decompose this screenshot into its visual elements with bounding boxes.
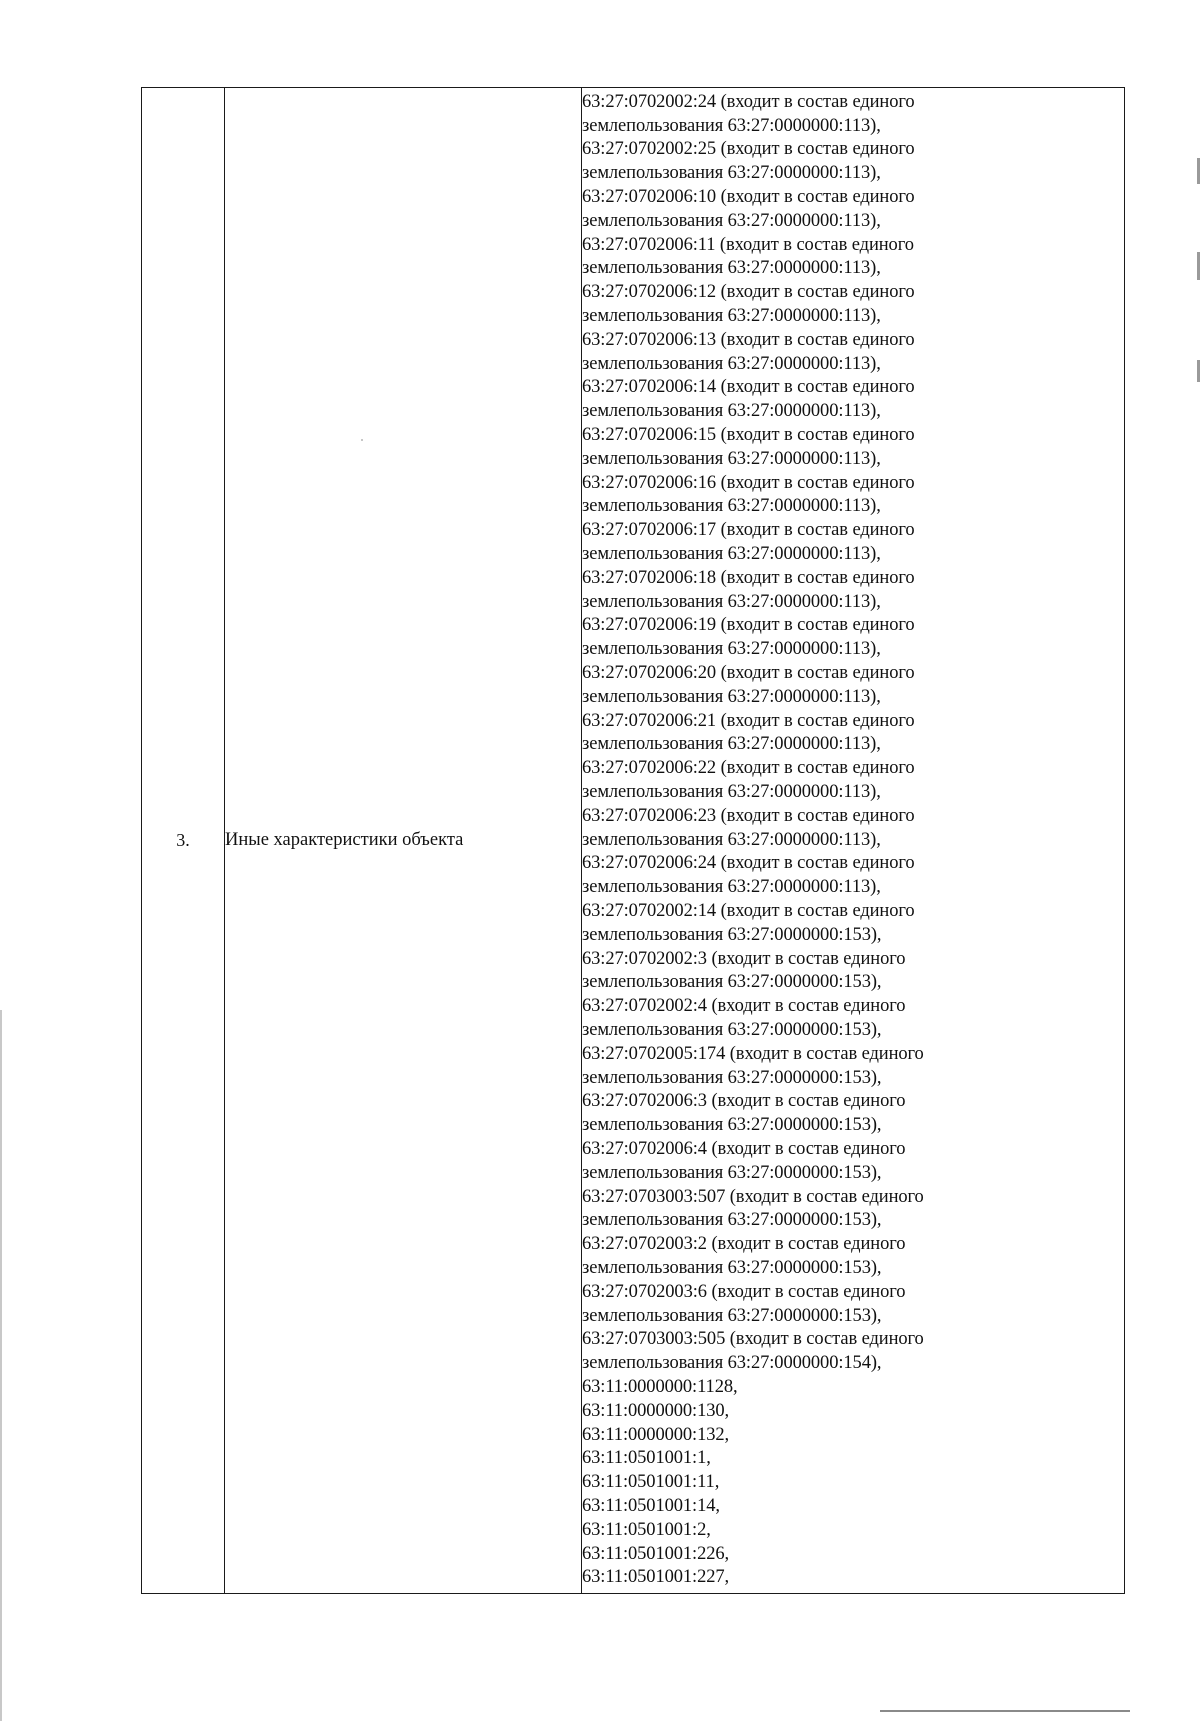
- list-item: землепользования 63:27:0000000:153),: [582, 1115, 882, 1136]
- list-item: землепользования 63:27:0000000:153),: [582, 972, 882, 993]
- list-item: 63:27:0702003:6 (входит в состав единого: [582, 1281, 906, 1302]
- list-item: 63:27:0702006:18 (входит в состав единого: [582, 567, 915, 588]
- list-item: землепользования 63:27:0000000:113),: [582, 115, 881, 136]
- list-item: землепользования 63:27:0000000:113),: [582, 210, 881, 231]
- list-item: 63:27:0702006:16 (входит в состав единого: [582, 472, 915, 493]
- list-item: 63:11:0000000:1128,: [582, 1376, 738, 1397]
- list-item: 63:27:0702006:3 (входит в состав единого: [582, 1091, 906, 1112]
- list-item: 63:11:0501001:14,: [582, 1495, 720, 1516]
- list-item: 63:27:0702006:21 (входит в состав единого: [582, 710, 915, 731]
- scan-edge-mark: [0, 1010, 2, 1721]
- list-item: землепользования 63:27:0000000:153),: [582, 1019, 882, 1040]
- list-item: землепользования 63:27:0000000:113),: [582, 591, 881, 612]
- scan-dust-dot: [361, 439, 363, 441]
- list-item: 63:11:0501001:227,: [582, 1567, 730, 1588]
- list-item: землепользования 63:27:0000000:113),: [582, 639, 881, 660]
- list-item: землепользования 63:27:0000000:113),: [582, 258, 881, 279]
- row-label: Иные характеристики объекта: [225, 830, 464, 850]
- list-item: землепользования 63:27:0000000:153),: [582, 1305, 882, 1326]
- list-item: 63:27:0702006:23 (входит в состав единого: [582, 805, 915, 826]
- list-item: 63:27:0702006:24 (входит в состав единого: [582, 853, 915, 874]
- row-number: 3.: [176, 830, 190, 850]
- list-item: землепользования 63:27:0000000:113),: [582, 734, 881, 755]
- list-item: 63:27:0702005:174 (входит в состав единого: [582, 1043, 924, 1064]
- list-item: 63:27:0702006:22 (входит в состав единого: [582, 758, 915, 779]
- list-item: землепользования 63:27:0000000:113),: [582, 448, 881, 469]
- list-item: 63:27:0702006:10 (входит в состав единого: [582, 187, 915, 208]
- list-item: землепользования 63:27:0000000:153),: [582, 1162, 882, 1183]
- list-item: землепользования 63:27:0000000:113),: [582, 353, 881, 374]
- list-item: землепользования 63:27:0000000:153),: [582, 1257, 882, 1278]
- list-item: землепользования 63:27:0000000:153),: [582, 1210, 882, 1231]
- list-item: 63:27:0702006:20 (входит в состав единого: [582, 663, 915, 684]
- list-item: 63:27:0702006:14 (входит в состав единого: [582, 377, 915, 398]
- list-item: 63:27:0702006:15 (входит в состав единого: [582, 425, 915, 446]
- list-item: 63:27:0702002:24 (входит в состав единого: [582, 91, 915, 112]
- list-item: землепользования 63:27:0000000:113),: [582, 496, 881, 517]
- list-item: землепользования 63:27:0000000:154),: [582, 1353, 882, 1374]
- list-item: 63:11:0000000:132,: [582, 1424, 730, 1445]
- list-item: 63:27:0702006:19 (входит в состав единого: [582, 615, 915, 636]
- list-item: 63:27:0703003:505 (входит в состав единого: [582, 1329, 924, 1350]
- table-row: [142, 88, 1125, 1594]
- list-item: 63:11:0000000:130,: [582, 1400, 730, 1421]
- scan-bottom-rule: [880, 1710, 1130, 1712]
- list-item: 63:27:0703003:507 (входит в состав единого: [582, 1186, 924, 1207]
- row-label-cell: [225, 88, 582, 1594]
- list-item: 63:11:0501001:2,: [582, 1519, 711, 1540]
- list-item: землепользования 63:27:0000000:113),: [582, 877, 881, 898]
- list-item: землепользования 63:27:0000000:153),: [582, 1067, 882, 1088]
- list-item: 63:11:0501001:1,: [582, 1448, 711, 1469]
- list-item: 63:27:0702002:25 (входит в состав единого: [582, 139, 915, 160]
- list-item: 63:27:0702002:3 (входит в состав единого: [582, 948, 906, 969]
- list-item: землепользования 63:27:0000000:113),: [582, 829, 881, 850]
- list-item: землепользования 63:27:0000000:113),: [582, 544, 881, 565]
- list-item: 63:27:0702006:17 (входит в состав единого: [582, 520, 915, 541]
- list-item: 63:27:0702003:2 (входит в состав единого: [582, 1234, 906, 1255]
- list-item: 63:27:0702002:14 (входит в состав единого: [582, 900, 915, 921]
- row-values-cell: [582, 88, 1125, 1594]
- characteristics-table: [141, 87, 1125, 1594]
- row-number-cell: [142, 88, 225, 1594]
- list-item: 63:27:0702006:4 (входит в состав единого: [582, 1138, 906, 1159]
- list-item: землепользования 63:27:0000000:113),: [582, 401, 881, 422]
- list-item: землепользования 63:27:0000000:113),: [582, 782, 881, 802]
- list-item: 63:27:0702006:13 (входит в состав единого: [582, 329, 915, 350]
- list-item: 63:27:0702002:4 (входит в состав единого: [582, 996, 906, 1017]
- list-item: 63:11:0501001:11,: [582, 1472, 720, 1493]
- list-item: землепользования 63:27:0000000:113),: [582, 686, 881, 707]
- cadastral-values-list: [582, 91, 1124, 1590]
- list-item: 63:27:0702006:12 (входит в состав единого: [582, 282, 915, 303]
- list-item: 63:27:0702006:11 (входит в состав единого: [582, 234, 914, 255]
- list-item: 63:11:0501001:226,: [582, 1543, 730, 1564]
- list-item: землепользования 63:27:0000000:113),: [582, 306, 881, 327]
- list-item: землепользования 63:27:0000000:113),: [582, 163, 881, 184]
- list-item: землепользования 63:27:0000000:153),: [582, 924, 882, 945]
